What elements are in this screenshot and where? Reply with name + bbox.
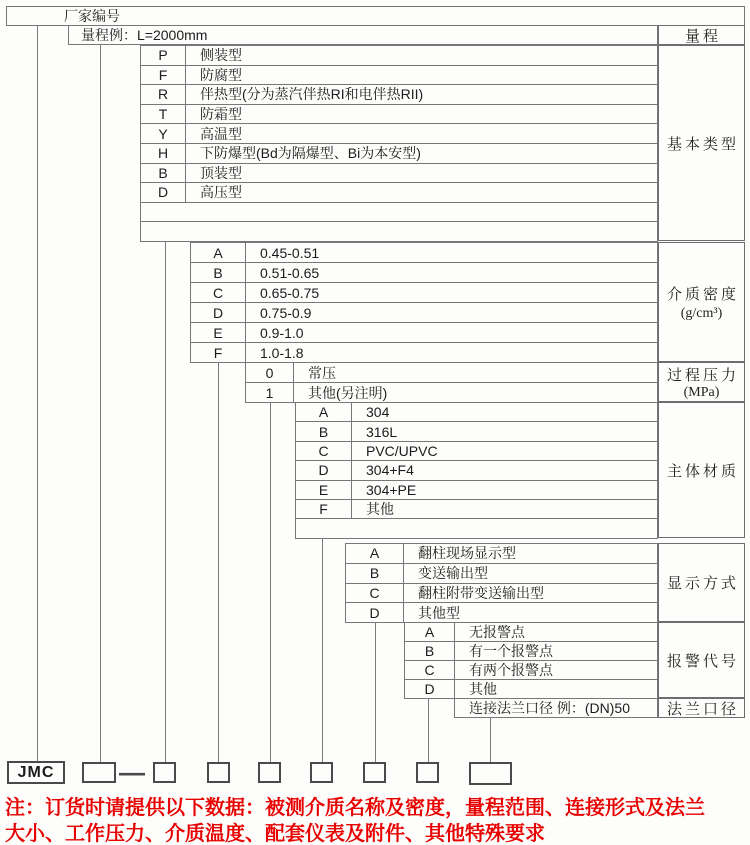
ordering-note-line1: 注：订货时请提供以下数据：被测介质名称及密度，量程范围、连接形式及法兰 bbox=[5, 797, 705, 819]
desc-cell: 变送输出型 bbox=[418, 565, 488, 582]
rail-pressure bbox=[270, 402, 271, 762]
ordering-note bbox=[5, 795, 747, 845]
table-row bbox=[405, 661, 657, 680]
table-row bbox=[141, 105, 657, 125]
desc-cell: 304 bbox=[366, 404, 390, 421]
desc-cell: 防腐型 bbox=[200, 66, 242, 83]
code-cell: Y bbox=[141, 124, 186, 143]
table-row bbox=[246, 363, 657, 383]
table-row bbox=[296, 422, 657, 441]
desc-cell: 其他 bbox=[366, 501, 394, 518]
code-cell: D bbox=[346, 603, 404, 622]
table-row bbox=[191, 303, 657, 323]
desc-cell: 有一个报警点 bbox=[469, 643, 553, 659]
code-cell: E bbox=[296, 481, 352, 499]
table-row bbox=[191, 323, 657, 343]
model-code-box-alarm bbox=[416, 762, 439, 783]
side-label-display: 显示方式 bbox=[658, 543, 745, 622]
table-row bbox=[191, 263, 657, 283]
desc-cell: 0.9-1.0 bbox=[260, 324, 304, 341]
code-cell: C bbox=[191, 283, 246, 302]
table-row bbox=[296, 500, 657, 519]
code-cell: D bbox=[141, 183, 186, 202]
desc-cell: 防霜型 bbox=[200, 106, 242, 123]
range-example-row bbox=[68, 25, 658, 45]
code-cell: B bbox=[191, 263, 246, 282]
table-row bbox=[191, 243, 657, 263]
code-cell: C bbox=[346, 584, 404, 603]
material-table bbox=[295, 402, 658, 539]
ordering-note-line2: 大小、工作压力、介质温度、配套仪表及附件、其他特殊要求 bbox=[5, 823, 545, 845]
table-row bbox=[141, 164, 657, 184]
table-row bbox=[296, 403, 657, 422]
rail-basic-type bbox=[165, 241, 166, 762]
desc-cell: 0.65-0.75 bbox=[260, 284, 320, 301]
code-cell: A bbox=[346, 544, 404, 563]
side-label-pressure: 过程压力 (MPa) bbox=[658, 362, 745, 402]
side-label-basic-type: 基本类型 bbox=[658, 45, 745, 241]
code-cell: C bbox=[296, 442, 352, 460]
desc-cell: 伴热型(分为蒸汽伴热RI和电伴热RII) bbox=[200, 86, 424, 103]
side-label-alarm: 报警代号 bbox=[658, 622, 745, 698]
desc-cell: 有两个报警点 bbox=[469, 662, 553, 678]
code-cell: A bbox=[191, 243, 246, 262]
manufacturer-code-label: 厂家编号 bbox=[64, 8, 120, 24]
model-code-box-range bbox=[82, 762, 116, 783]
code-cell: C bbox=[405, 661, 455, 679]
table-row bbox=[296, 461, 657, 480]
empty-row bbox=[296, 519, 657, 538]
density-table bbox=[190, 242, 658, 363]
desc-cell: 无报警点 bbox=[469, 624, 525, 640]
rail-alarm bbox=[428, 698, 429, 762]
basic-type-table bbox=[140, 45, 658, 242]
code-cell: E bbox=[191, 323, 246, 342]
rail-display bbox=[375, 622, 376, 762]
model-separator-dash: — bbox=[119, 757, 145, 787]
empty-row bbox=[141, 203, 657, 223]
side-label-range: 量程 bbox=[658, 25, 745, 45]
desc-cell: 常压 bbox=[308, 364, 336, 381]
table-row bbox=[141, 46, 657, 66]
manufacturer-code-row bbox=[6, 6, 745, 26]
code-cell: B bbox=[346, 564, 404, 583]
desc-cell: 0.51-0.65 bbox=[260, 264, 320, 281]
range-example-label: 量程例：L=2000mm bbox=[81, 27, 208, 43]
table-row bbox=[405, 680, 657, 699]
desc-cell: 翻柱附带变送输出型 bbox=[418, 584, 544, 601]
code-cell: B bbox=[141, 164, 186, 183]
desc-cell: 下防爆型(Bd为隔爆型、Bi为本安型) bbox=[200, 145, 421, 162]
model-prefix-box: JMC bbox=[7, 761, 65, 784]
desc-cell: 1.0-1.8 bbox=[260, 344, 304, 361]
display-table bbox=[345, 543, 658, 623]
desc-cell: PVC/UPVC bbox=[366, 442, 438, 459]
code-cell: D bbox=[296, 461, 352, 479]
table-row bbox=[346, 564, 657, 584]
desc-cell: 其他(另注明) bbox=[308, 384, 388, 401]
desc-cell: 翻柱现场显示型 bbox=[418, 545, 516, 562]
table-row bbox=[191, 343, 657, 363]
table-row bbox=[346, 603, 657, 623]
rail-material bbox=[322, 538, 323, 762]
table-row bbox=[191, 283, 657, 303]
desc-cell: 其他 bbox=[469, 681, 497, 697]
code-cell: F bbox=[296, 500, 352, 518]
side-label-material: 主体材质 bbox=[658, 402, 745, 538]
code-cell: A bbox=[405, 623, 455, 641]
model-code-box-basic-type bbox=[153, 762, 176, 783]
empty-row bbox=[141, 222, 657, 242]
model-code-box-density bbox=[207, 762, 230, 783]
code-cell: 0 bbox=[246, 363, 294, 382]
table-row bbox=[141, 66, 657, 86]
model-code-box-flange bbox=[469, 762, 512, 785]
desc-cell: 0.75-0.9 bbox=[260, 304, 312, 321]
desc-cell: 高压型 bbox=[200, 184, 242, 201]
desc-cell: 其他型 bbox=[418, 604, 460, 621]
code-cell: F bbox=[141, 66, 186, 85]
side-label-density: 介质密度 (g/cm³) bbox=[658, 242, 745, 362]
code-cell: F bbox=[191, 343, 246, 362]
code-cell: 1 bbox=[246, 383, 294, 402]
code-cell: D bbox=[191, 303, 246, 322]
side-label-flange: 法兰口径 bbox=[658, 698, 745, 718]
desc-cell: 顶装型 bbox=[200, 164, 242, 181]
table-row bbox=[141, 183, 657, 203]
code-cell: P bbox=[141, 46, 186, 65]
desc-cell: 304+PE bbox=[366, 481, 417, 498]
desc-cell: 高温型 bbox=[200, 125, 242, 142]
code-cell: A bbox=[296, 403, 352, 421]
model-code-box-display bbox=[363, 762, 386, 783]
pressure-table bbox=[245, 362, 658, 403]
desc-cell: 侧装型 bbox=[200, 47, 242, 64]
code-cell: B bbox=[296, 422, 352, 440]
table-row bbox=[405, 623, 657, 642]
model-code-box-pressure bbox=[258, 762, 281, 783]
flange-example-label: 连接法兰口径 例：(DN)50 bbox=[469, 700, 631, 716]
rail-range bbox=[100, 45, 101, 762]
code-cell: T bbox=[141, 105, 186, 124]
table-row bbox=[141, 85, 657, 105]
flange-row bbox=[454, 698, 658, 718]
code-cell: D bbox=[405, 680, 455, 698]
code-cell: R bbox=[141, 85, 186, 104]
table-row bbox=[405, 642, 657, 661]
desc-cell: 316L bbox=[366, 423, 398, 440]
rail-manufacturer bbox=[37, 25, 38, 762]
model-code-box-material bbox=[310, 762, 333, 783]
table-row bbox=[346, 584, 657, 604]
code-cell: H bbox=[141, 144, 186, 163]
table-row bbox=[141, 144, 657, 164]
table-row bbox=[296, 481, 657, 500]
rail-density bbox=[218, 362, 219, 762]
desc-cell: 304+F4 bbox=[366, 462, 414, 479]
desc-cell: 0.45-0.51 bbox=[260, 244, 320, 261]
table-row bbox=[246, 383, 657, 403]
alarm-table bbox=[404, 622, 658, 699]
code-cell: B bbox=[405, 642, 455, 660]
table-row bbox=[296, 442, 657, 461]
table-row bbox=[141, 124, 657, 144]
rail-flange bbox=[490, 718, 491, 764]
table-row bbox=[346, 544, 657, 564]
